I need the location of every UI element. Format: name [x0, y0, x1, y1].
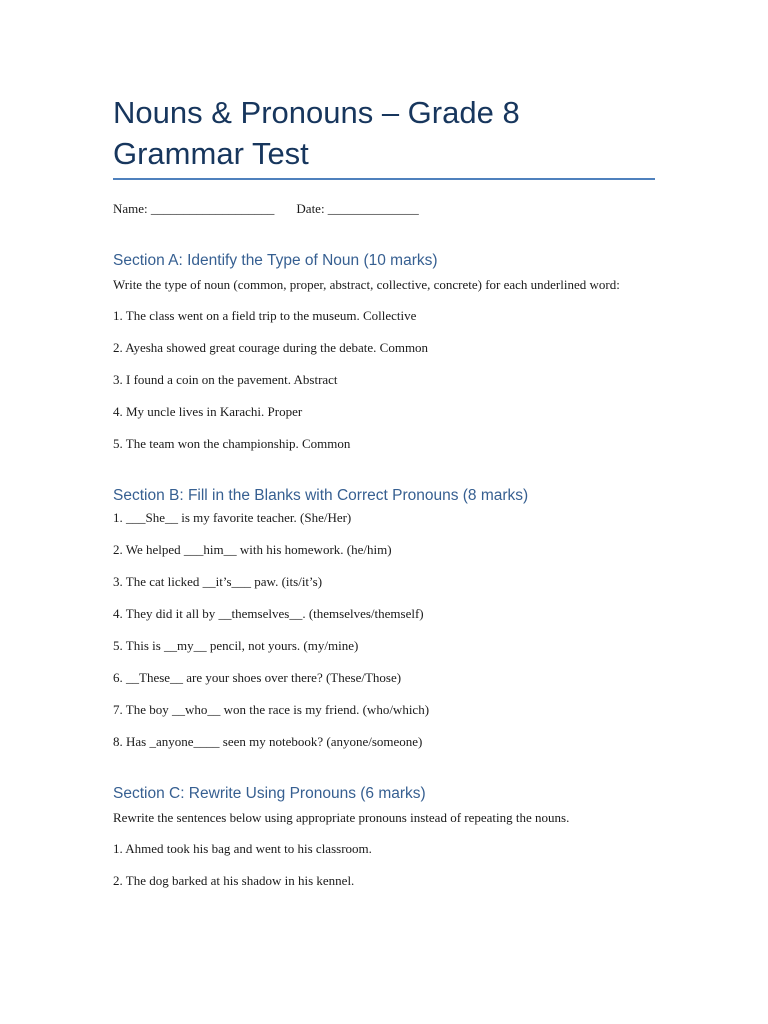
section-a-heading: Section A: Identify the Type of Noun (10 marks) [113, 252, 438, 269]
name-date-line [113, 200, 655, 218]
section-c [113, 784, 655, 890]
question-item: 8. Has _anyone____ seen my notebook? (anyone/someone) [113, 734, 423, 749]
question-item: 5. This is __my__ pencil, not yours. (my/mine) [113, 638, 359, 653]
question-item: 4. They did it all by __themselves__. (themselves/themself) [113, 606, 424, 621]
question-item: 2. Ayesha showed great courage during the debate. Common [113, 340, 429, 355]
section-c-heading: Section C: Rewrite Using Pronouns (6 marks) [113, 785, 426, 802]
page-title: Nouns & Pronouns – Grade 8 Grammar Test [113, 92, 655, 180]
question-item: 4. My uncle lives in Karachi. Proper [113, 404, 303, 419]
question-item: 2. We helped ___him__ with his homework. (he/him) [113, 542, 392, 557]
question-item: 7. The boy __who__ won the race is my friend. (who/which) [113, 702, 430, 717]
question-item: 1. Ahmed took his bag and went to his classroom. [113, 841, 372, 856]
question-item: 1. ___She__ is my favorite teacher. (She/Her) [113, 510, 352, 525]
section-a-instructions: Write the type of noun (common, proper, abstract, collective, concrete) for each underlined word: [113, 277, 620, 292]
question-item: 3. The cat licked __it’s___ paw. (its/it’s) [113, 574, 323, 589]
question-item: 3. I found a coin on the pavement. Abstract [113, 372, 338, 387]
question-item: 2. The dog barked at his shadow in his kennel. [113, 873, 355, 888]
document-page [113, 92, 655, 890]
section-a [113, 251, 655, 453]
date-field-label: Date: ______________ [296, 201, 419, 216]
question-item: 6. __These__ are your shoes over there? (These/Those) [113, 670, 402, 685]
section-b [113, 486, 655, 751]
section-b-heading: Section B: Fill in the Blanks with Correct Pronouns (8 marks) [113, 487, 529, 504]
question-item: 5. The team won the championship. Common [113, 436, 351, 451]
name-field-label: Name: ___________________ [113, 201, 275, 216]
section-c-instructions: Rewrite the sentences below using appropriate pronouns instead of repeating the nouns. [113, 810, 570, 825]
question-item: 1. The class went on a field trip to the museum. Collective [113, 308, 417, 323]
